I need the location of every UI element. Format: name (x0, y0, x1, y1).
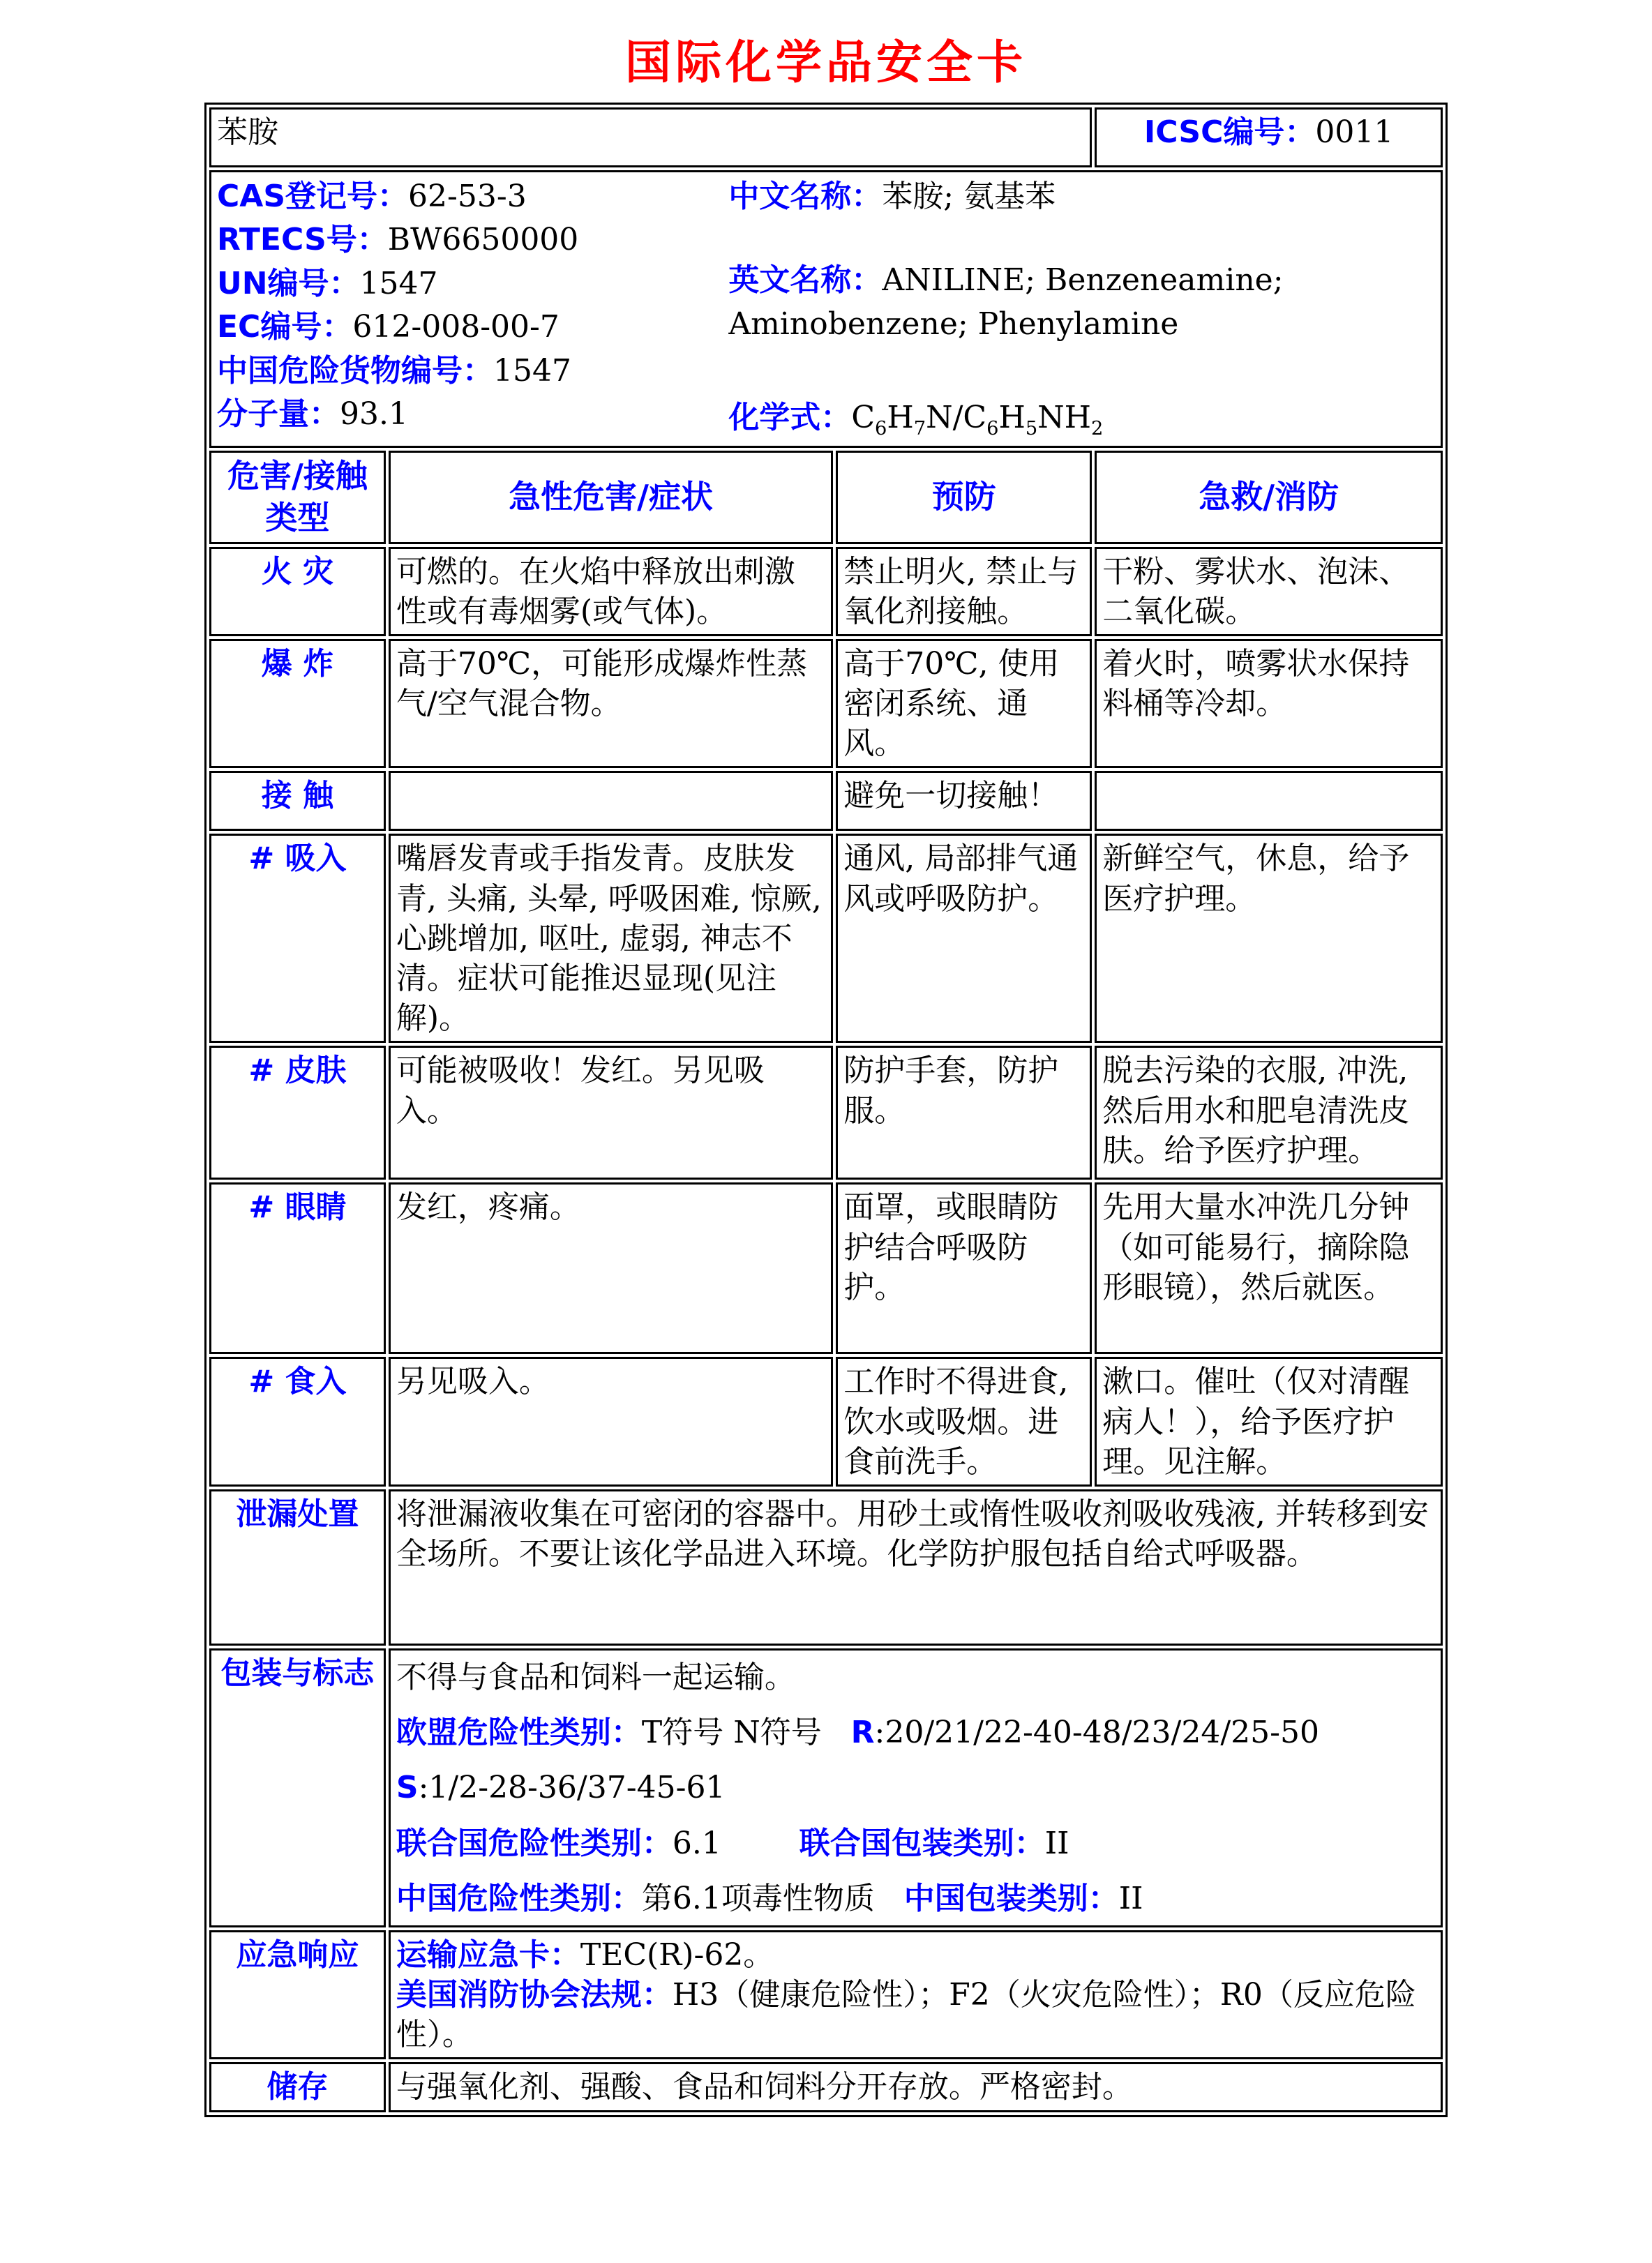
icsc-document (0, 25, 1652, 2117)
un-number-line (217, 262, 728, 306)
chinese-name-label: 中文名称： (728, 179, 883, 214)
chemical-name: 苯胺 (209, 107, 1092, 167)
row-inhalation-symptoms: 嘴唇发青或手指发青。皮肤发青, 头痛, 头晕, 呼吸困难, 惊厥, 心跳增加, 呕吐, 虚弱, 神志不清。症状可能推迟显现(见注解)。 (389, 834, 833, 1043)
row-ingestion-prevention: 工作时不得进食, 饮水或吸烟。进食前洗手。 (836, 1357, 1092, 1487)
spill-disposal-label: 泄漏处置 (209, 1489, 386, 1646)
formula-label: 化学式： (728, 400, 852, 436)
row-explosion-prevention: 高于70℃, 使用密闭系统、通风。 (836, 639, 1092, 769)
row-explosion (209, 639, 1443, 769)
row-fire (209, 547, 1443, 636)
row-fire-label: 火 灾 (209, 547, 386, 636)
cas-number-line (217, 175, 728, 218)
emergency-response-label: 应急响应 (209, 1930, 386, 2060)
un-label: UN编号： (217, 265, 360, 301)
row-ingestion (209, 1357, 1443, 1487)
row-eyes-label: # 眼睛 (209, 1182, 386, 1354)
storage-text: 与强氧化剂、强酸、食品和饲料分开存放。严格密封。 (389, 2062, 1443, 2112)
row-inhalation (209, 834, 1443, 1043)
row-emergency-response (209, 1930, 1443, 2060)
row-ingestion-response: 漱口。催吐（仅对清醒病人！），给予医疗护理。见注解。 (1095, 1357, 1443, 1487)
packaging-labelling-text: 不得与食品和饲料一起运输。 欧盟危险性类别：T符号 N符号 R:20/21/22-40-48/23/24/25-50 S:1/2-28-36/37-45-61 联合国危险性类别：6.1 联合国包装类别：II 中国危险性类别：第6.1项毒性物质 中国包装类别：II (389, 1648, 1443, 1927)
row-inhalation-prevention: 通风, 局部排气通风或呼吸防护。 (836, 834, 1092, 1043)
row-fire-prevention: 禁止明火, 禁止与氧化剂接触。 (836, 547, 1092, 636)
molecular-weight-value: 93.1 (340, 396, 408, 433)
english-name-value: ANILINE; Benzeneamine; Aminobenzene; Phenylamine (728, 262, 1293, 342)
row-spill-disposal (209, 1489, 1443, 1646)
storage-label: 储存 (209, 2062, 386, 2112)
row-skin-label: # 皮肤 (209, 1046, 386, 1180)
emergency-response-text: 运输应急卡：TEC(R)-62。 美国消防协会法规：H3（健康危险性）；F2（火灾危险性）；R0（反应危险性）。 (389, 1930, 1443, 2060)
molecular-weight-line (217, 393, 728, 436)
row-explosion-symptoms: 高于70℃，可能形成爆炸性蒸气/空气混合物。 (389, 639, 833, 769)
page-title: 国际化学品安全卡 (625, 36, 1027, 89)
row-exposure-response (1095, 771, 1443, 831)
icsc-number-cell (1095, 107, 1443, 167)
formula-value: $C_6H_7N/C_6H_5NH_2$ (851, 400, 1104, 440)
row-exposure-symptoms (389, 771, 833, 831)
china-dg-label: 中国危险货物编号： (217, 352, 493, 389)
icsc-value: 0011 (1315, 114, 1394, 150)
row-eyes-response: 先用大量水冲洗几分钟（如可能易行，摘除隐形眼镜），然后就医。 (1095, 1182, 1443, 1354)
ec-label: EC编号： (217, 309, 353, 345)
ec-value: 612-008-00-7 (352, 309, 560, 345)
col-header-firstaid: 急救/消防 (1095, 451, 1443, 544)
row-inhalation-response: 新鲜空气，休息，给予医疗护理。 (1095, 834, 1443, 1043)
rtecs-value: BW6650000 (387, 222, 579, 258)
china-dg-value: 1547 (493, 352, 571, 389)
row-skin-response: 脱去污染的衣服, 冲洗, 然后用水和肥皂清洗皮肤。给予医疗护理。 (1095, 1046, 1443, 1180)
row-exposure-prevention: 避免一切接触！ (836, 771, 1092, 831)
un-value: 1547 (359, 265, 438, 301)
english-name-label: 英文名称： (728, 262, 883, 299)
row-eyes-prevention: 面罩，或眼睛防护结合呼吸防护。 (836, 1182, 1092, 1354)
row-ingestion-symptoms: 另见吸入。 (389, 1357, 833, 1487)
china-dg-number-line (217, 349, 728, 393)
identity-row (209, 170, 1443, 448)
identifier-list (217, 175, 728, 443)
rtecs-label: RTECS号： (217, 222, 388, 258)
row-explosion-response: 着火时，喷雾状水保持料桶等冷却。 (1095, 639, 1443, 769)
packaging-labelling-label: 包装与标志 (209, 1648, 386, 1927)
english-name-line (728, 259, 1435, 346)
col-header-prevention: 预防 (836, 451, 1092, 544)
row-eyes (209, 1182, 1443, 1354)
row-ingestion-label: # 食入 (209, 1357, 386, 1487)
hazard-header-row (209, 451, 1443, 544)
icsc-label: ICSC编号： (1143, 114, 1316, 150)
cas-label: CAS登记号： (217, 179, 409, 214)
identity-cell (209, 170, 1443, 448)
formula-line (728, 396, 1435, 443)
rtecs-number-line (217, 218, 728, 262)
row-skin (209, 1046, 1443, 1180)
row-inhalation-label: # 吸入 (209, 834, 386, 1043)
row-exposure (209, 771, 1443, 831)
molecular-weight-label: 分子量： (217, 396, 340, 433)
safety-card-table (204, 103, 1448, 2117)
row-skin-symptoms: 可能被吸收！发红。另见吸入。 (389, 1046, 833, 1180)
row-explosion-label: 爆 炸 (209, 639, 386, 769)
col-header-symptoms: 急性危害/症状 (389, 451, 833, 544)
identity-columns (217, 175, 1435, 443)
col-header-hazard-type: 危害/接触 类型 (209, 451, 386, 544)
row-eyes-symptoms: 发红，疼痛。 (389, 1182, 833, 1354)
chinese-name-line (728, 175, 1435, 218)
row-storage (209, 2062, 1443, 2112)
name-formula-block (728, 175, 1435, 443)
spill-disposal-text: 将泄漏液收集在可密闭的容器中。用砂土或惰性吸收剂吸收残液, 并转移到安全场所。不要让该化学品进入环境。化学防护服包括自给式呼吸器。 (389, 1489, 1443, 1646)
row-exposure-label: 接 触 (209, 771, 386, 831)
row-packaging-labelling (209, 1648, 1443, 1927)
cas-value: 62-53-3 (408, 179, 527, 214)
chinese-name-value: 苯胺; 氨基苯 (882, 179, 1056, 214)
ec-number-line (217, 306, 728, 349)
chemical-header-row (209, 107, 1443, 167)
row-skin-prevention: 防护手套，防护服。 (836, 1046, 1092, 1180)
row-fire-response: 干粉、雾状水、泡沫、二氧化碳。 (1095, 547, 1443, 636)
row-fire-symptoms: 可燃的。在火焰中释放出刺激性或有毒烟雾(或气体)。 (389, 547, 833, 636)
